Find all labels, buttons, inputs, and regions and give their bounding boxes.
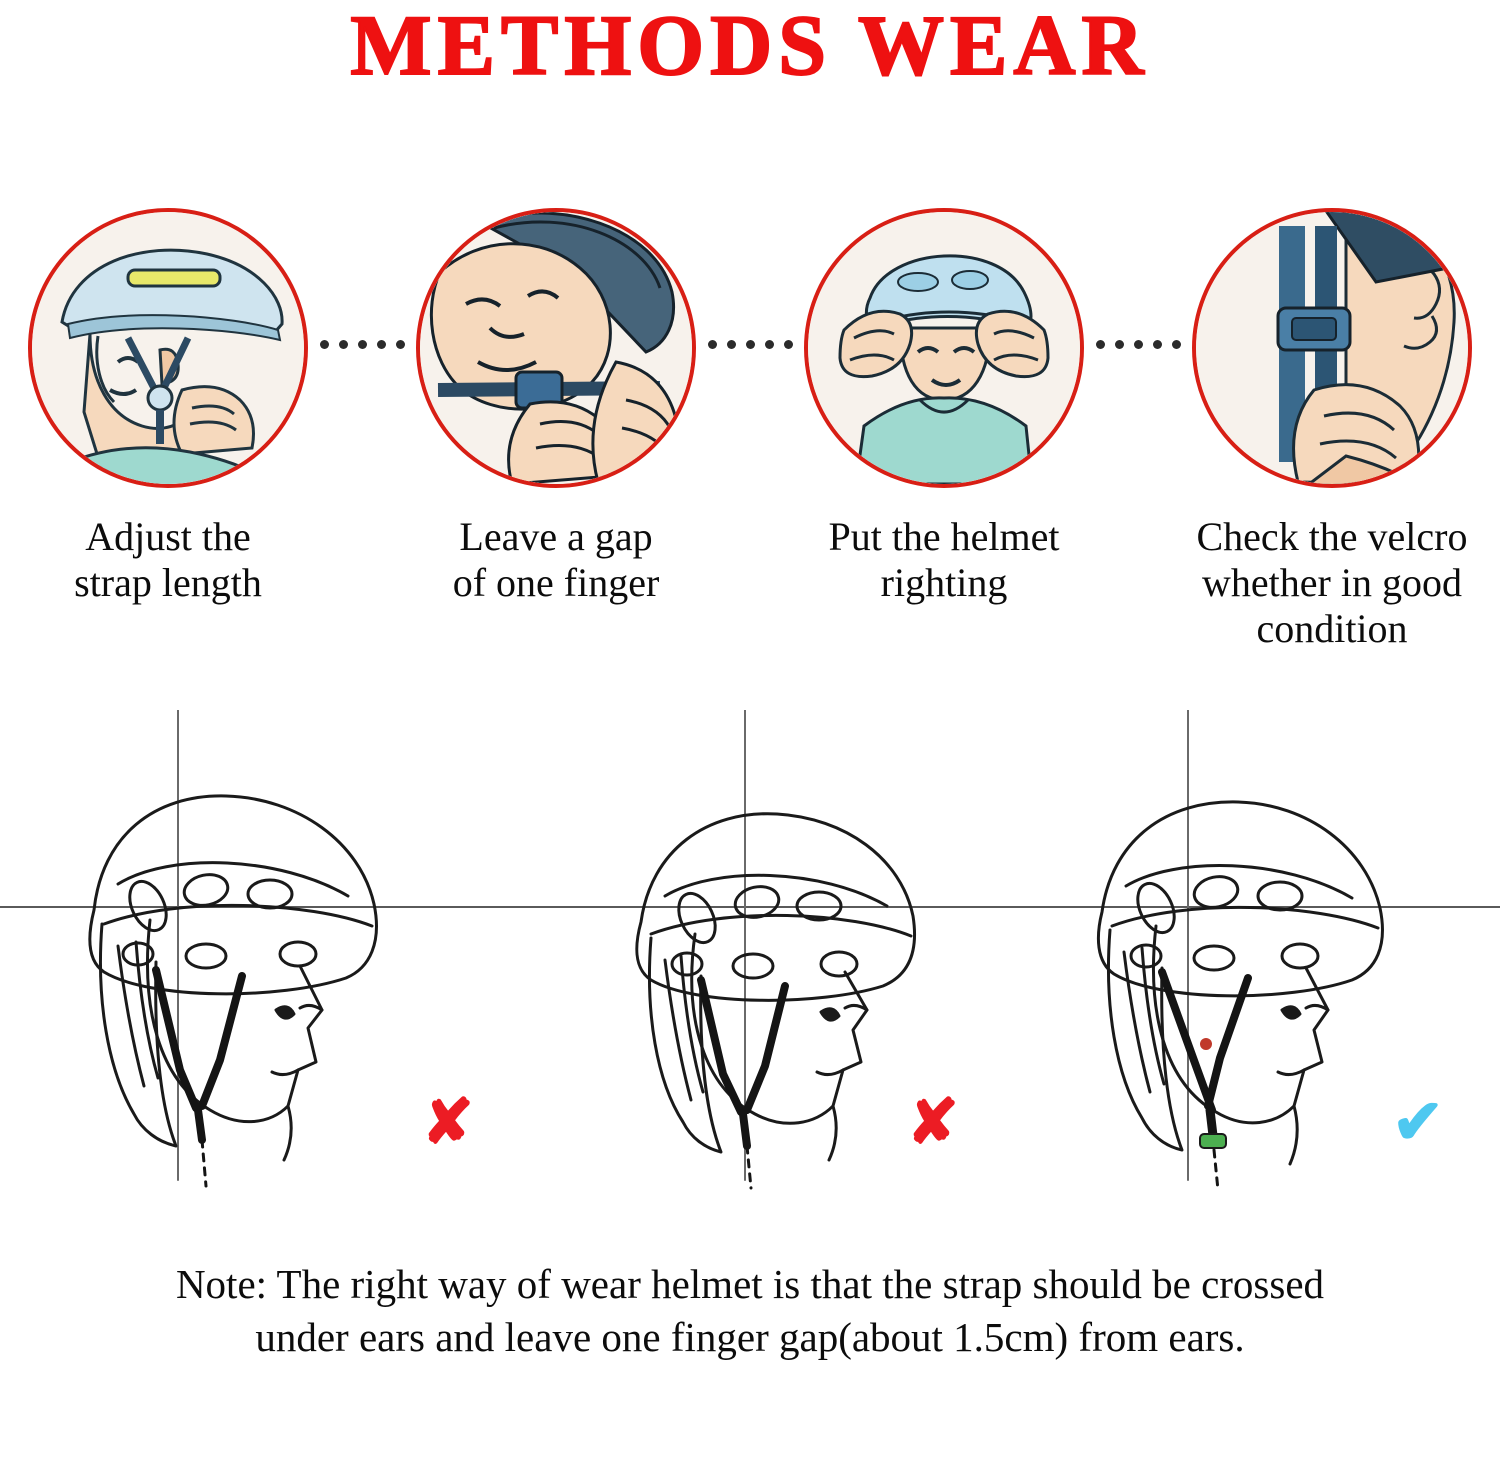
comparison-row (0, 710, 1500, 1240)
step-3-image (804, 208, 1084, 488)
step-3 (798, 208, 1090, 606)
step-2-image (416, 208, 696, 488)
note-text (0, 1258, 1500, 1365)
step-3-caption-line1: Put the helmet (828, 514, 1060, 559)
step-4-caption-line1: Check the velcro (1196, 514, 1468, 559)
step-separator-2 (702, 208, 798, 480)
steps-row (0, 208, 1500, 652)
step-4-image (1192, 208, 1472, 488)
figure-1-mark: ✘ (422, 1088, 474, 1157)
step-4-caption-line2: whether in good (1202, 560, 1462, 605)
comparison-figure-2 (515, 710, 985, 1210)
note-line-1: Note: The right way of wear helmet is that the strap should be crossed (175, 1261, 1325, 1307)
step-1 (22, 208, 314, 606)
step-2-caption-line1: Leave a gap (459, 514, 653, 559)
step-1-caption (70, 514, 266, 606)
step-2-caption (449, 514, 664, 606)
figure-2-mark: ✘ (907, 1088, 959, 1157)
step-4-caption-line3: condition (1256, 606, 1408, 651)
step-separator-1 (314, 208, 410, 480)
step-1-caption-line1: Adjust the (85, 514, 251, 559)
step-2 (410, 208, 702, 606)
step-4-caption (1193, 514, 1472, 652)
step-3-caption-line2: righting (880, 560, 1008, 605)
step-3-caption (824, 514, 1063, 606)
step-2-caption-line2: of one finger (452, 560, 660, 605)
page-title: METHODS WEAR (350, 0, 1150, 93)
step-1-caption-line2: strap length (74, 560, 262, 605)
comparison-figure-1 (30, 710, 500, 1210)
comparison-figure-3 (1000, 710, 1470, 1210)
step-1-image (28, 208, 308, 488)
step-separator-3 (1090, 208, 1186, 480)
note-line-2: under ears and leave one finger gap(about 1.5cm) from ears. (255, 1314, 1245, 1361)
figure-3-mark: ✔ (1392, 1088, 1444, 1157)
step-4 (1186, 208, 1478, 652)
